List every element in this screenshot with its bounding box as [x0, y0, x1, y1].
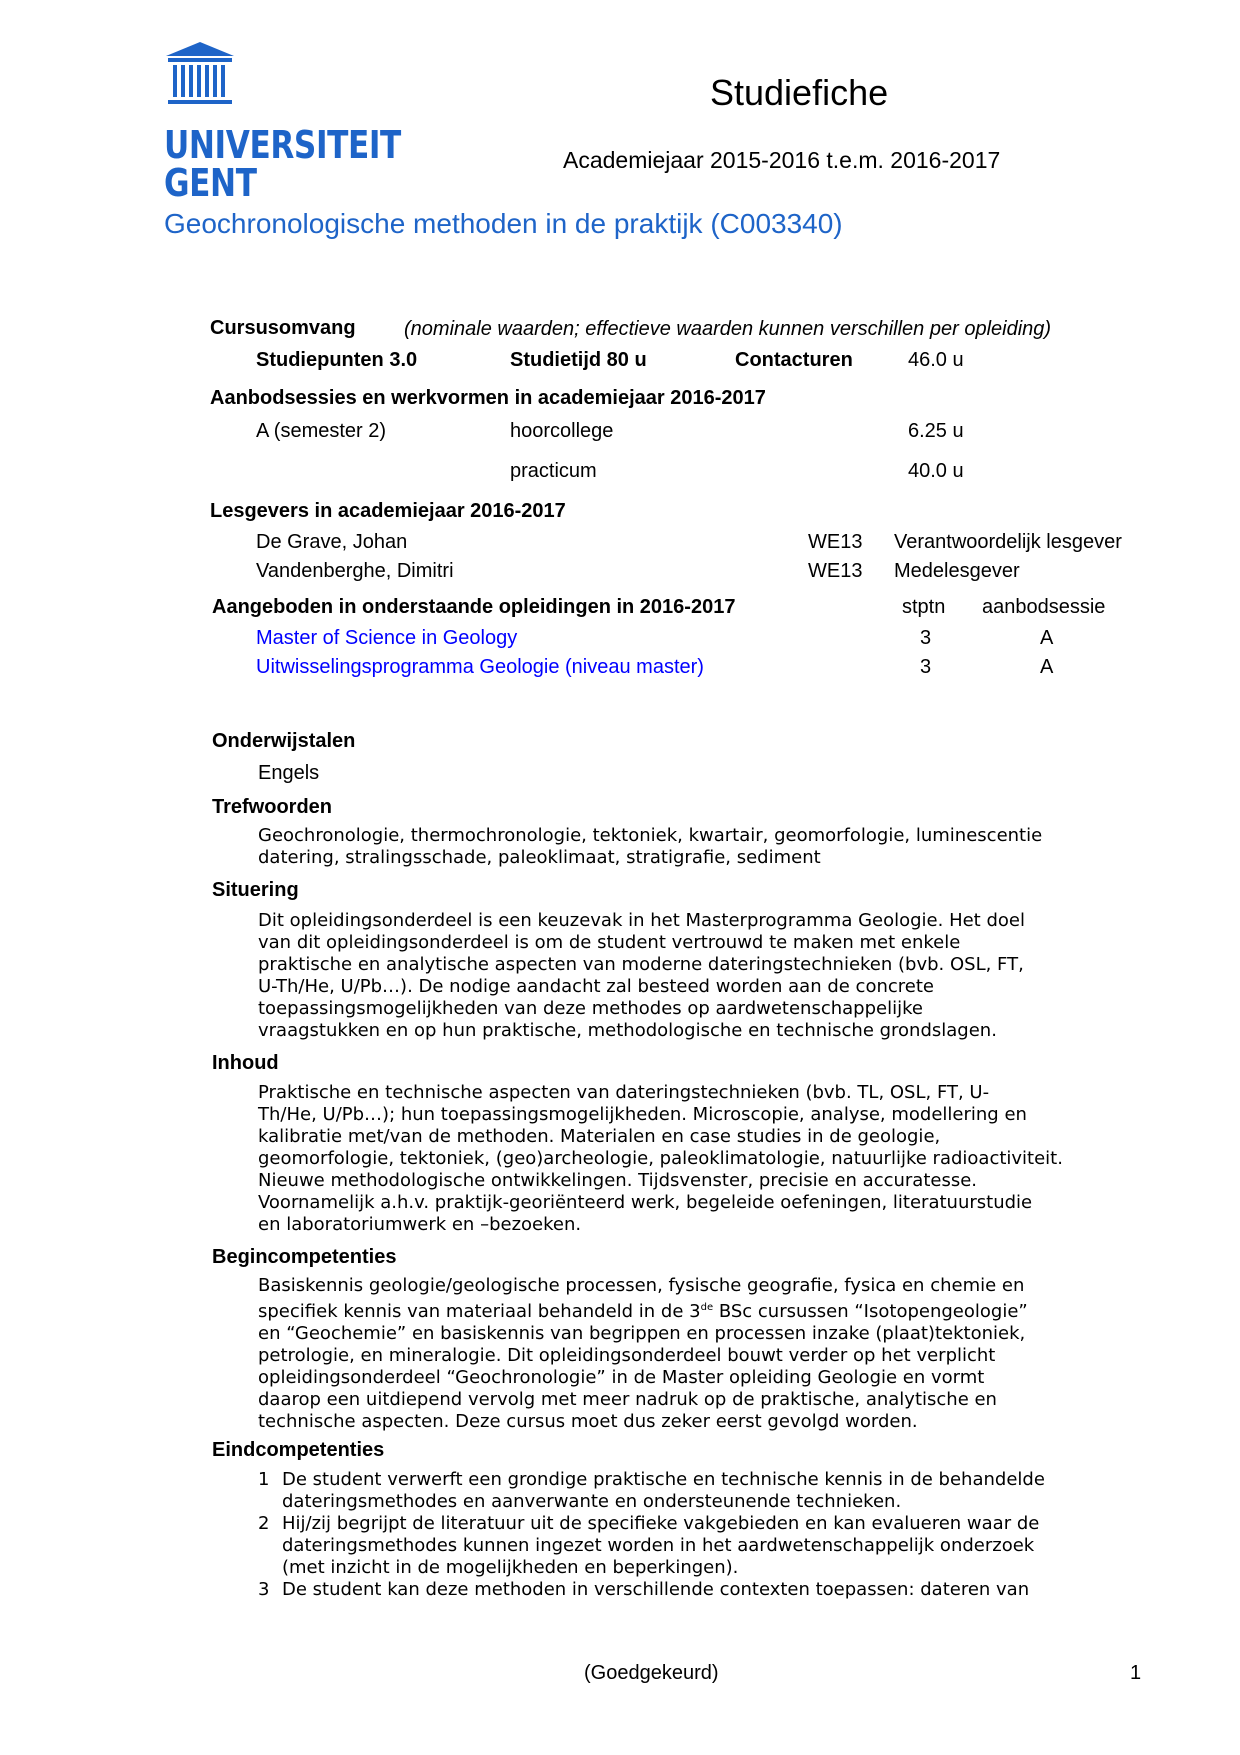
text-line: dateringsmethodes kunnen ingezet worden in het aardwetenschappelijk onderzoek	[282, 1535, 1035, 1556]
lesgever-name: Vandenberghe, Dimitri	[256, 560, 454, 582]
text-part: BSc cursussen “Isotopengeologie”	[713, 1301, 1028, 1322]
text-line: en “Geochemie” en basiskennis van begrippen en processen inzake (plaat)tektoniek,	[258, 1323, 1026, 1344]
onderwijstalen-value: Engels	[258, 762, 320, 784]
text-line: opleidingsonderdeel “Geochronologie” in de Master opleiding Geologie en vormt	[258, 1367, 985, 1388]
text-line: vraagstukken en op hun praktische, methodologische en technische grondslagen.	[258, 1020, 997, 1041]
text-line: Nieuwe methodologische ontwikkelingen. Tijdsvenster, precisie en accuratesse.	[258, 1170, 978, 1191]
list-item	[282, 1513, 1102, 1579]
logo-line-2: GENT	[164, 161, 257, 205]
opleiding-sessie: A	[1040, 656, 1054, 678]
approval-status: (Goedgekeurd)	[584, 1662, 719, 1684]
lesgever-role: Medelesgever	[894, 560, 1020, 582]
eindcompetenties-heading: Eindcompetenties	[212, 1439, 385, 1461]
text-part: specifiek kennis van materiaal behandeld in de 3	[258, 1301, 701, 1322]
text-line: Th/He, U/Pb…); hun toepassingsmogelijkheden. Microscopie, analyse, modellering en	[258, 1104, 1027, 1125]
text-line: U-Th/He, U/Pb…). De nodige aandacht zal besteed worden aan de concrete	[258, 976, 934, 997]
begincompetenties-text	[258, 1275, 1118, 1433]
werkvorm-name: hoorcollege	[510, 420, 614, 442]
lesgever-dept: WE13	[808, 560, 863, 582]
text-line: De student verwerft een grondige praktische en technische kennis in de behandelde	[282, 1469, 1045, 1490]
list-number: 2	[258, 1513, 270, 1534]
list-item	[282, 1469, 1102, 1513]
inhoud-heading: Inhoud	[212, 1052, 279, 1074]
opleiding-stptn: 3	[920, 627, 932, 649]
building-icon	[164, 40, 236, 112]
text-line: Dit opleidingsonderdeel is een keuzevak in het Masterprogramma Geologie. Het doel	[258, 910, 1025, 931]
academic-years: Academiejaar 2015-2016 t.e.m. 2016-2017	[563, 147, 1001, 173]
text-line: technische aspecten. Deze cursus moet dus zeker eerst gevolgd worden.	[258, 1411, 918, 1432]
opleiding-link[interactable]: Uitwisselingsprogramma Geologie (niveau master)	[256, 656, 704, 678]
situering-heading: Situering	[212, 879, 299, 901]
studietijd: Studietijd 80 u	[510, 349, 647, 371]
list-number: 1	[258, 1469, 270, 1490]
lesgever-dept: WE13	[808, 531, 863, 553]
text-line: Hij/zij begrijpt de literatuur uit de specifieke vakgebieden en kan evalueren waar de	[282, 1513, 1040, 1534]
text-line: datering, stralingsschade, paleoklimaat, stratigrafie, sediment	[258, 847, 821, 868]
lesgever-name: De Grave, Johan	[256, 531, 408, 553]
opleiding-sessie: A	[1040, 627, 1054, 649]
cursusomvang-note: (nominale waarden; effectieve waarden kunnen verschillen per opleiding)	[404, 318, 1052, 340]
lesgever-role: Verantwoordelijk lesgever	[894, 531, 1122, 553]
inhoud-text	[258, 1082, 1118, 1236]
text-line: De student kan deze methoden in verschillende contexten toepassen: dateren van	[282, 1579, 1030, 1600]
text-line	[258, 1297, 1118, 1323]
university-logo	[164, 40, 401, 205]
text-line: Geochronologie, thermochronologie, tektoniek, kwartair, geomorfologie, luminescentie	[258, 825, 1043, 846]
text-line: en laboratoriumwerk en –bezoeken.	[258, 1214, 582, 1235]
document-title: Studiefiche	[710, 72, 889, 113]
list-item	[282, 1579, 1102, 1601]
aanbod-heading: Aanbodsessies en werkvormen in academiejaar 2016-2017	[210, 387, 766, 409]
text-line: praktische en analytische aspecten van moderne dateringstechnieken (bvb. OSL, FT,	[258, 954, 1024, 975]
lesgevers-heading: Lesgevers in academiejaar 2016-2017	[210, 500, 566, 522]
text-line: Basiskennis geologie/geologische processen, fysische geografie, fysica en chemie en	[258, 1275, 1025, 1296]
text-line: geomorfologie, tektoniek, (geo)archeologie, paleoklimatologie, natuurlijke radioactiviteit.	[258, 1148, 1063, 1169]
situering-text	[258, 910, 1118, 1042]
begincompetenties-heading: Begincompetenties	[212, 1246, 397, 1268]
opleiding-link[interactable]: Master of Science in Geology	[256, 627, 518, 649]
text-line: daarop een uitdiepend vervolg met meer nadruk op de praktische, analytische en	[258, 1389, 997, 1410]
text-line: Praktische en technische aspecten van dateringstechnieken (bvb. TL, OSL, FT, U-	[258, 1082, 990, 1103]
text-line: kalibratie met/van de methoden. Materialen en case studies in de geologie,	[258, 1126, 941, 1147]
list-number: 3	[258, 1579, 270, 1600]
cursusomvang-label: Cursusomvang	[210, 317, 356, 339]
werkvorm-hours: 6.25 u	[908, 420, 964, 442]
text-line: Voornamelijk a.h.v. praktijk-georiënteerd werk, begeleide oefeningen, literatuurstudie	[258, 1192, 1033, 1213]
contacturen-value: 46.0 u	[908, 349, 964, 371]
page-number: 1	[1130, 1662, 1142, 1684]
contacturen-label: Contacturen	[735, 349, 853, 371]
col-aanbodsessie: aanbodsessie	[982, 596, 1106, 618]
werkvorm-name: practicum	[510, 460, 597, 482]
logo-line-1: UNIVERSITEIT	[164, 123, 401, 167]
opleidingen-heading: Aangeboden in onderstaande opleidingen in 2016-2017	[212, 596, 736, 618]
superscript: de	[700, 1302, 714, 1313]
text-line: van dit opleidingsonderdeel is om de student vertrouwd te maken met enkele	[258, 932, 961, 953]
opleiding-stptn: 3	[920, 656, 932, 678]
werkvorm-hours: 40.0 u	[908, 460, 964, 482]
trefwoorden-text	[258, 825, 1118, 869]
trefwoorden-heading: Trefwoorden	[212, 796, 333, 818]
aanbod-session: A (semester 2)	[256, 420, 387, 442]
onderwijstalen-heading: Onderwijstalen	[212, 730, 356, 752]
text-line: toepassingsmogelijkheden van deze methodes op aardwetenschappelijke	[258, 998, 923, 1019]
col-stptn: stptn	[902, 596, 946, 618]
text-line: dateringsmethodes en aanverwante en ondersteunende technieken.	[282, 1491, 902, 1512]
course-title: Geochronologische methoden in de praktijk (C003340)	[164, 208, 843, 239]
text-line: (met inzicht in de mogelijkheden en beperkingen).	[282, 1557, 739, 1578]
text-line: petrologie, en mineralogie. Dit opleidingsonderdeel bouwt verder op het verplicht	[258, 1345, 996, 1366]
studiepunten: Studiepunten 3.0	[256, 349, 418, 371]
